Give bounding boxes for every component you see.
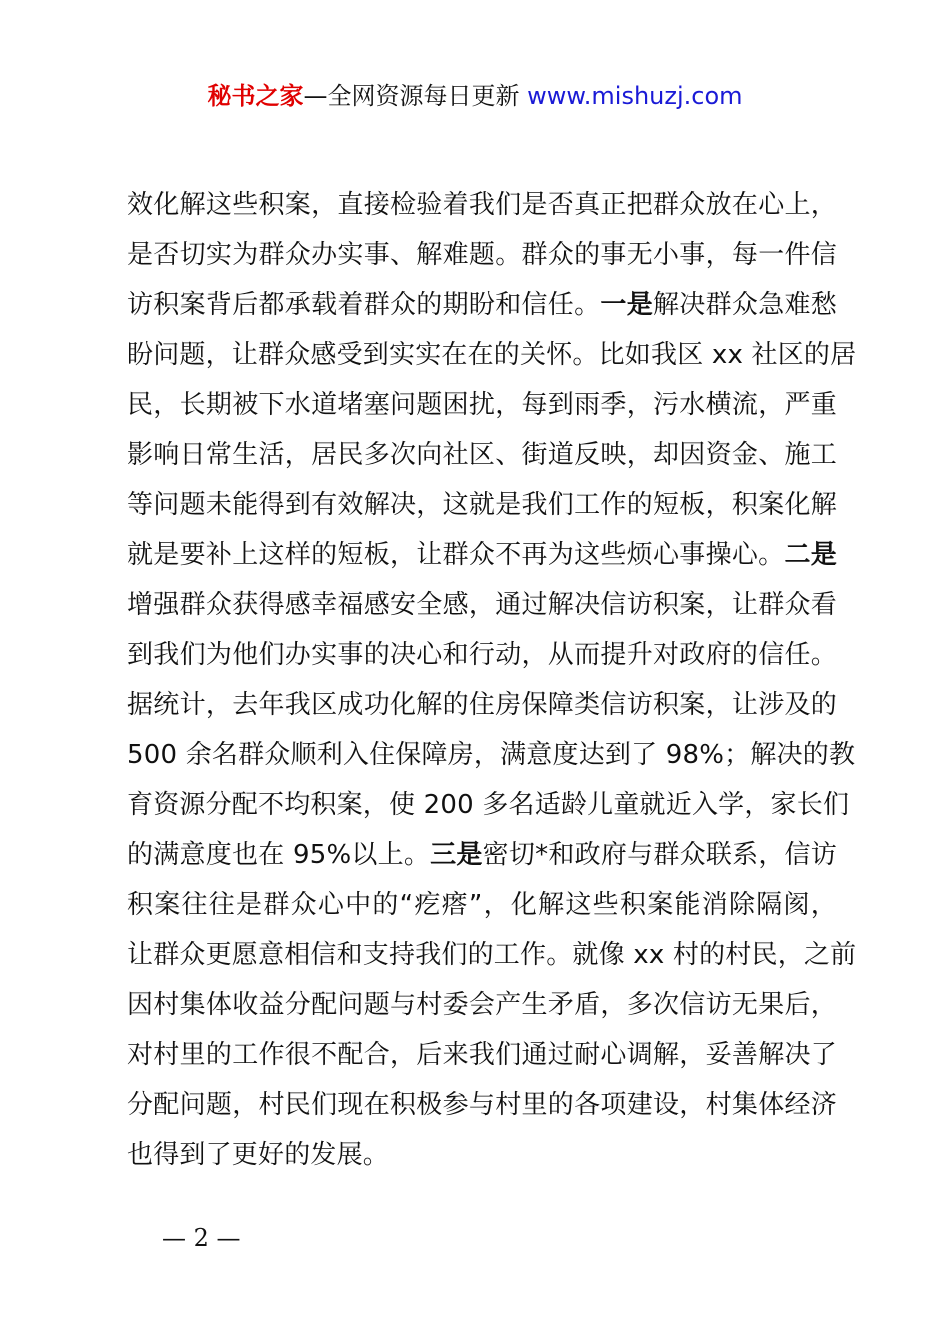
text-segment: 民，长期被下水道堵塞问题困扰，每到雨季，污水横流，严重 <box>127 390 837 420</box>
text-segment: 500 余名群众顺利入住保障房，满意度达到了 98%；解决的教 <box>127 740 856 770</box>
header-brand: 秘书之家 <box>207 82 304 110</box>
site-header <box>0 80 950 112</box>
text-segment: 是否切实为群众办实事、解难题。群众的事无小事，每一件信 <box>127 240 837 270</box>
text-segment: 对村里的工作很不配合，后来我们通过耐心调解，妥善解决了 <box>127 1040 837 1070</box>
text-line <box>127 330 857 380</box>
text-line <box>127 980 837 1030</box>
text-segment: 也得到了更好的发展。 <box>127 1140 390 1170</box>
text-line <box>127 930 857 980</box>
page-number: — 2 — <box>162 1224 241 1252</box>
text-segment: 密切*和政府与群众联系，信访 <box>482 840 838 870</box>
text-segment: 分配问题，村民们现在积极参与村里的各项建设，村集体经济 <box>127 1090 837 1120</box>
body-paragraph <box>127 180 857 1180</box>
text-line <box>127 580 837 630</box>
text-line <box>127 1130 837 1180</box>
bold-marker: 三是 <box>430 840 483 870</box>
text-segment: 因村集体收益分配问题与村委会产生矛盾，多次信访无果后， <box>127 990 837 1020</box>
text-segment: 积案往往是群众心中的“疙瘩”，化解这些积案能消除隔阂， <box>127 890 837 920</box>
text-segment: 的满意度也在 95%以上。 <box>127 840 431 870</box>
text-line <box>127 880 837 930</box>
header-url-link[interactable]: www.mishuzj.com <box>527 82 743 110</box>
text-line <box>127 1030 837 1080</box>
text-line <box>127 730 856 780</box>
text-segment: 等问题未能得到有效解决，这就是我们工作的短板，积案化解 <box>127 490 837 520</box>
text-line <box>127 1080 837 1130</box>
text-segment: 就是要补上这样的短板，让群众不再为这些烦心事操心。 <box>127 540 785 570</box>
text-line <box>127 530 837 580</box>
text-line <box>127 230 837 280</box>
header-tagline: —全网资源每日更新 <box>303 82 520 110</box>
text-segment: 育资源分配不均积案，使 200 多名适龄儿童就近入学，家长们 <box>127 790 850 820</box>
text-line <box>127 430 837 480</box>
text-line <box>127 830 837 880</box>
text-segment: 盼问题，让群众感受到实实在在的关怀。比如我区 xx 社区的居 <box>127 340 857 370</box>
text-segment: 效化解这些积案，直接检验着我们是否真正把群众放在心上， <box>127 190 837 220</box>
text-segment: 解决群众急难愁 <box>653 290 837 320</box>
text-segment: 让群众更愿意相信和支持我们的工作。就像 xx 村的村民，之前 <box>127 940 857 970</box>
text-segment: 到我们为他们办实事的决心和行动，从而提升对政府的信任。 <box>127 640 837 670</box>
text-line <box>127 280 837 330</box>
text-segment: 访积案背后都承载着群众的期盼和信任。 <box>127 290 601 320</box>
bold-marker: 二是 <box>784 540 837 570</box>
bold-marker: 一是 <box>600 290 653 320</box>
text-line <box>127 380 837 430</box>
text-line <box>127 780 850 830</box>
text-line <box>127 680 837 730</box>
text-segment: 影响日常生活，居民多次向社区、街道反映，却因资金、施工 <box>127 440 837 470</box>
text-line <box>127 480 837 530</box>
text-segment: 增强群众获得感幸福感安全感，通过解决信访积案，让群众看 <box>127 590 837 620</box>
text-line <box>127 180 837 230</box>
text-line <box>127 630 837 680</box>
text-segment: 据统计，去年我区成功化解的住房保障类信访积案，让涉及的 <box>127 690 837 720</box>
